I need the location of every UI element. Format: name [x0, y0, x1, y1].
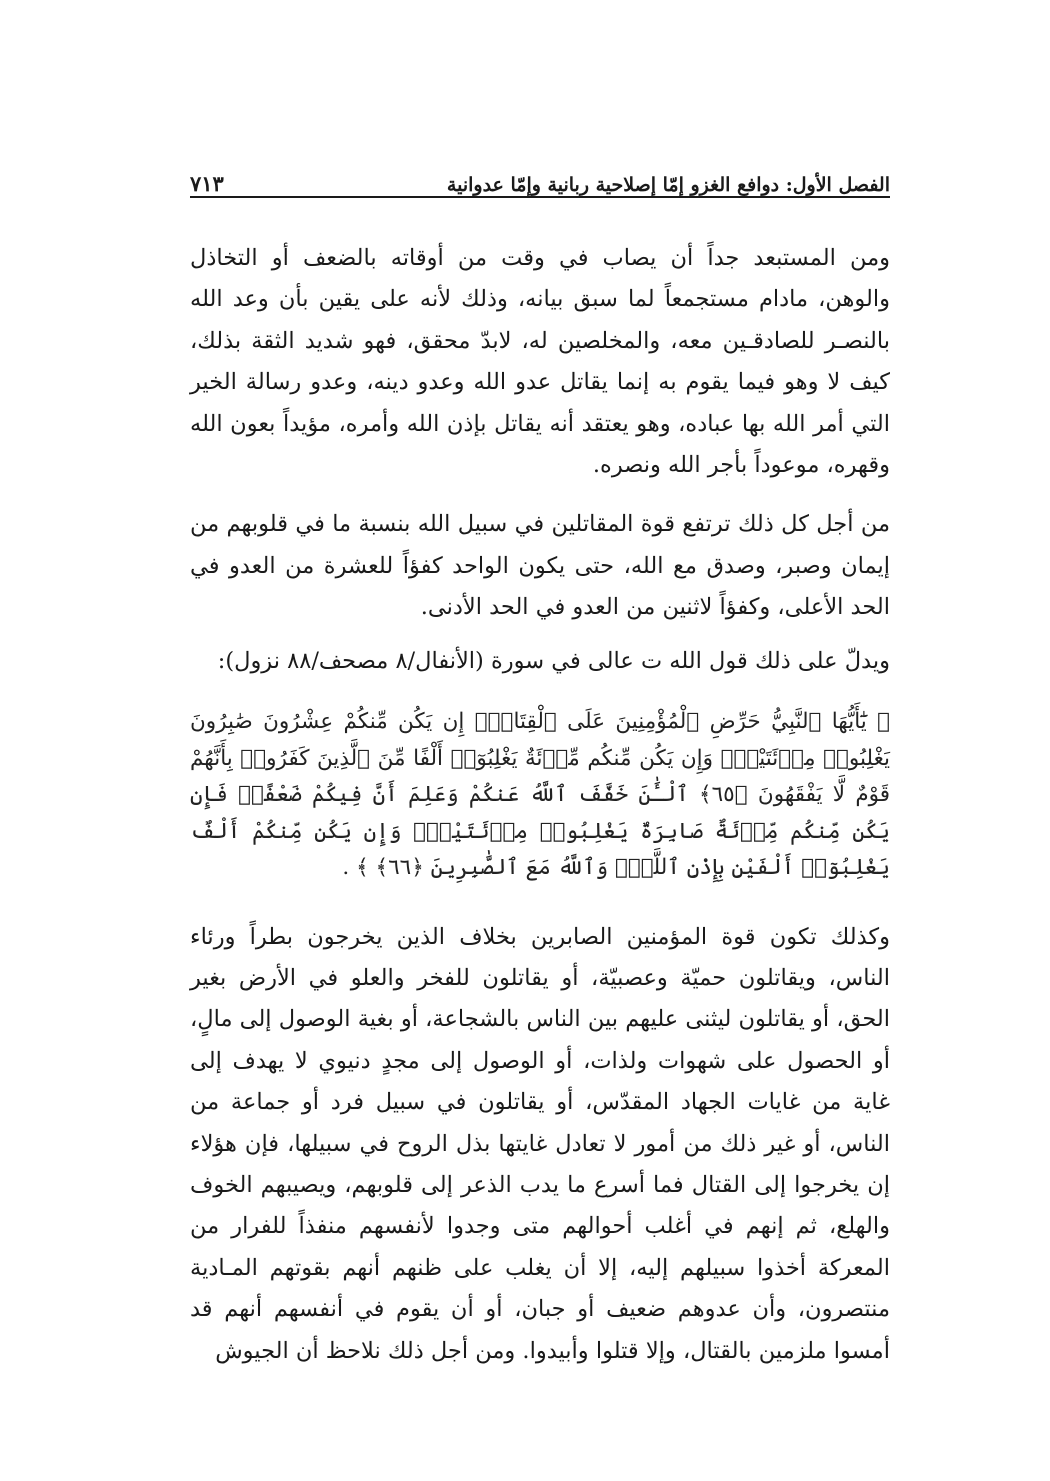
book-page — [190, 160, 890, 1372]
paragraph-3: ويدلّ على ذلك قول الله ت عالى في سورة (الأنفال/٨ مصحف/٨٨ نزول): — [217, 647, 890, 674]
page-number: ٧١٣ — [190, 171, 224, 196]
paragraph-4: وكذلك تكون قوة المؤمنين الصابرين بخلاف الذين يخرجون بطراً ورئاء الناس، ويقاتلون حميّة وعصبيّة، أو يقاتلون للفخر والعلو في الأرض بغير الحق، أو يقاتلون ليثنى عليهم بين الناس بالشجاعة، أو بغية الوصول إلى مالٍ، أو الحصول على شهوات ولذات، أو الوصول إلى مجدٍ دنيوي لا يهدف إلى غاية من غايات الجهاد المقدّس، أو يقاتلون في سبيل فرد أو جماعة من الناس، أو غير ذلك من أمور لا تعادل غايتها بذل الروح في سبيلها، فإن هؤلاء إن يخرجوا إلى القتال فما أسرع ما يدب الذعر إلى قلوبهم، ويصيبهم الخوف والهلع، ثم إنهم في أغلب أحوالهم متى وجدوا لأنفسهم منفذاً للفرار من المعركة أخذوا سبيلهم إليه، إلا أن يغلب على ظنهم أنهم بقوتهم المـادية منتصرون، وأن عدوهم ضعيف أو جبان، أو أن يقوم في أنفسهم أنهم قد أمسوا ملزمين بالقتال، وإلا قتلوا وأبيدوا. ومن أجل ذلك نلاحظ أن الجيوش — [190, 923, 890, 1364]
paragraph-1: ومن المستبعد جداً أن يصاب في وقت من أوقاته بالضعف أو التخاذل والوهن، مادام مستجمعاً لما سبق بيانه، وذلك لأنه على يقين بأن وعد الله بالنصـر للصادقـين معه، والمخلصين له، لابدّ محقق، فهو شديد الثقة بذلك، كيف لا وهو فيما يقوم به إنما يقاتل عدو الله وعدو دينه، وعدو رسالة الخير التي أمر الله بها عباده، وهو يعتقد أنه يقاتل بإذن الله وأمره، مؤيداً بعون الله وقهره، موعوداً بأجر الله ونصره. — [190, 245, 890, 479]
running-header — [190, 160, 890, 198]
paragraph-2: من أجل كل ذلك ترتفع قوة المقاتلين في سبيل الله بنسبة ما في قلوبهم من إيمان وصبر، وصدق مع الله، حتى يكون الواحد كفؤاً للعشرة من العدو في الحد الأعلى، وكفؤاً لاثنين من العدو في الحد الأدنى. — [190, 511, 890, 621]
chapter-title: الفصل الأول: دوافع الغزو إمّا إصلاحية ربانية وإمّا عدوانية — [446, 174, 890, 196]
quran-verse: ﴿ يَٰٓأَيُّهَا ٱلنَّبِيُّ حَرِّضِ ٱلْمُؤْمِنِينَ عَلَى ٱلْقِتَالِۚ إِن يَكُن مِّنكُمْ عِشْرُونَ صَٰبِرُونَ يَغْلِبُوا۟ مِا۟ئَتَيْنِۚ وَإِن يَكُن مِّنكُم مِّا۟ئَةٌ يَغْلِبُوٓا۟ أَلْفًا مِّنَ ٱلَّذِينَ كَفَرُوا۟ بِأَنَّهُمْ قَوْمٌ لَّا يَفْقَهُونَ ﴿٦٥﴾ ٱلْـَٰٔنَ خَفَّفَ ٱللَّهُ عَنكُمْ وَعَلِمَ أَنَّ فِيكُمْ ضَعْفًاۚ فَإِن يَكُن مِّنكُم مِّا۟ئَةٌ صَابِرَةٌ يَغْلِبُوا۟ مِا۟ئَتَيْنِۚ وَإِن يَكُن مِّنكُمْ أَلْفٌ يَغْلِبُوٓا۟ أَلْفَيْنِ بِإِذْنِ ٱللَّهِۗ وَٱللَّهُ مَعَ ٱلصَّٰبِرِينَ ﴿٦٦﴾ ﴾ . — [190, 709, 891, 881]
